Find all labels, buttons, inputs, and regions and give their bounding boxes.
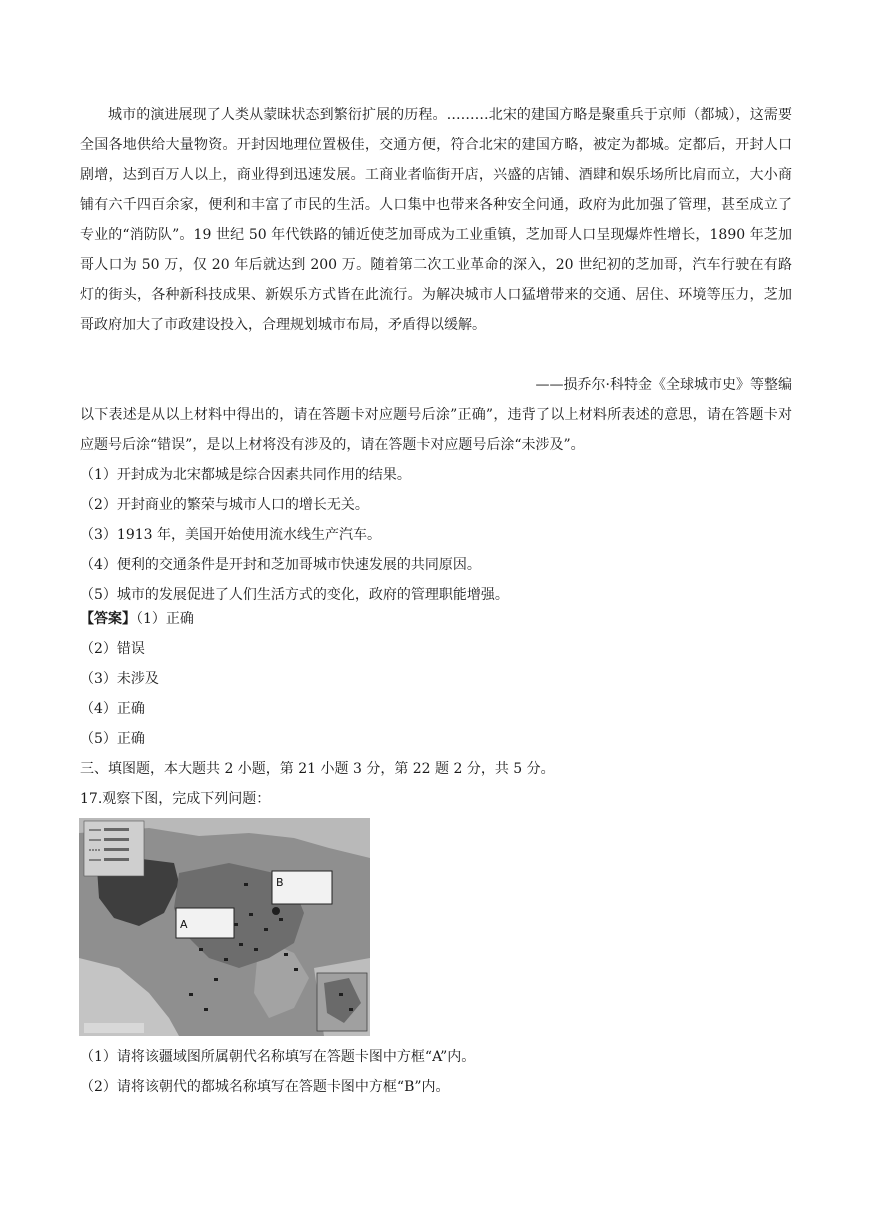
- section-heading: 三、填图题，本大题共 2 小题，第 21 小题 3 分，第 22 题 2 分，共 5 分。: [80, 761, 555, 777]
- statement-3: （3）1913 年，美国开始使用流水线生产汽车。: [80, 527, 381, 543]
- sub-question-2: （2）请将该朝代的都城名称填写在答题卡图中方框“B”内。: [80, 1079, 450, 1095]
- territory-map: [79, 818, 370, 1036]
- map-box-b-label: B: [276, 876, 284, 889]
- answer-label: 【答案】: [80, 611, 136, 627]
- question-17: 17.观察下图，完成下列问题：: [80, 791, 271, 807]
- map-box-a-label: A: [180, 918, 188, 931]
- answer-4: （4）正确: [80, 701, 145, 717]
- material-paragraph: 城市的演进展现了人类从蒙昧状态到繁衍扩展的历程。………北宋的建国方略是聚重兵于京师（都城），这需要全国各地供给大量物资。开封因地理位置极佳，交通方便，符合北宋的建国方略，被定为都城。定都后，开封人口剧增，达到百万人以上，商业得到迅速发展。工商业者临街开店，兴盛的店铺、酒肆和娱乐场所比肩而立，大小商铺有六千四百余家，便利和丰富了市民的生活。人口集中也带来各种安全问通，政府为此加强了管理，甚至成立了专业的“消防队”。19 世纪 50 年代铁路的铺近使芝加哥成为工业重镇，芝加哥人口呈现爆炸性增长，1890 年芝加哥人口为 50 万，仅 20 年后就达到 200 万。随着第二次工业革命的深入，20 世纪初的芝加哥，汽车行驶在有路灯的街头，各种新科技成果、新娱乐方式皆在此流行。为解决城市人口猛增带来的交通、居住、环境等压力，芝加哥政府加大了市政建设投入，合理规划城市布局，矛盾得以缓解。: [80, 107, 792, 333]
- answer-5: （5）正确: [80, 731, 145, 747]
- statement-1: （1）开封成为北宋都城是综合因素共同作用的结果。: [80, 467, 411, 483]
- statement-5: （5）城市的发展促进了人们生活方式的变化，政府的管理职能增强。: [80, 587, 509, 603]
- answer-2: （2）错误: [80, 641, 145, 657]
- statement-4: （4）便利的交通条件是开封和芝加哥城市快速发展的共同原因。: [80, 557, 481, 573]
- instruction-text: 以下表述是从以上材料中得出的，请在答题卡对应题号后涂”正确”，违背了以上材料所表述的意思，请在答题卡对应题号后涂“错误”，是以上材将没有涉及的，请在答题卡对应题号后涂“未涉及”。: [80, 407, 792, 453]
- statement-2: （2）开封商业的繁荣与城市人口的增长无关。: [80, 497, 369, 513]
- answer-3: （3）未涉及: [80, 671, 159, 687]
- sub-question-1: （1）请将该疆域图所属朝代名称填写在答题卡图中方框“A”内。: [80, 1049, 476, 1065]
- answer-1: （1）正确: [136, 611, 194, 627]
- answer-line: [80, 604, 194, 634]
- map-graphic: [79, 818, 370, 1036]
- material-source: ——损乔尔·科特金《全球城市史》等整编: [535, 377, 792, 393]
